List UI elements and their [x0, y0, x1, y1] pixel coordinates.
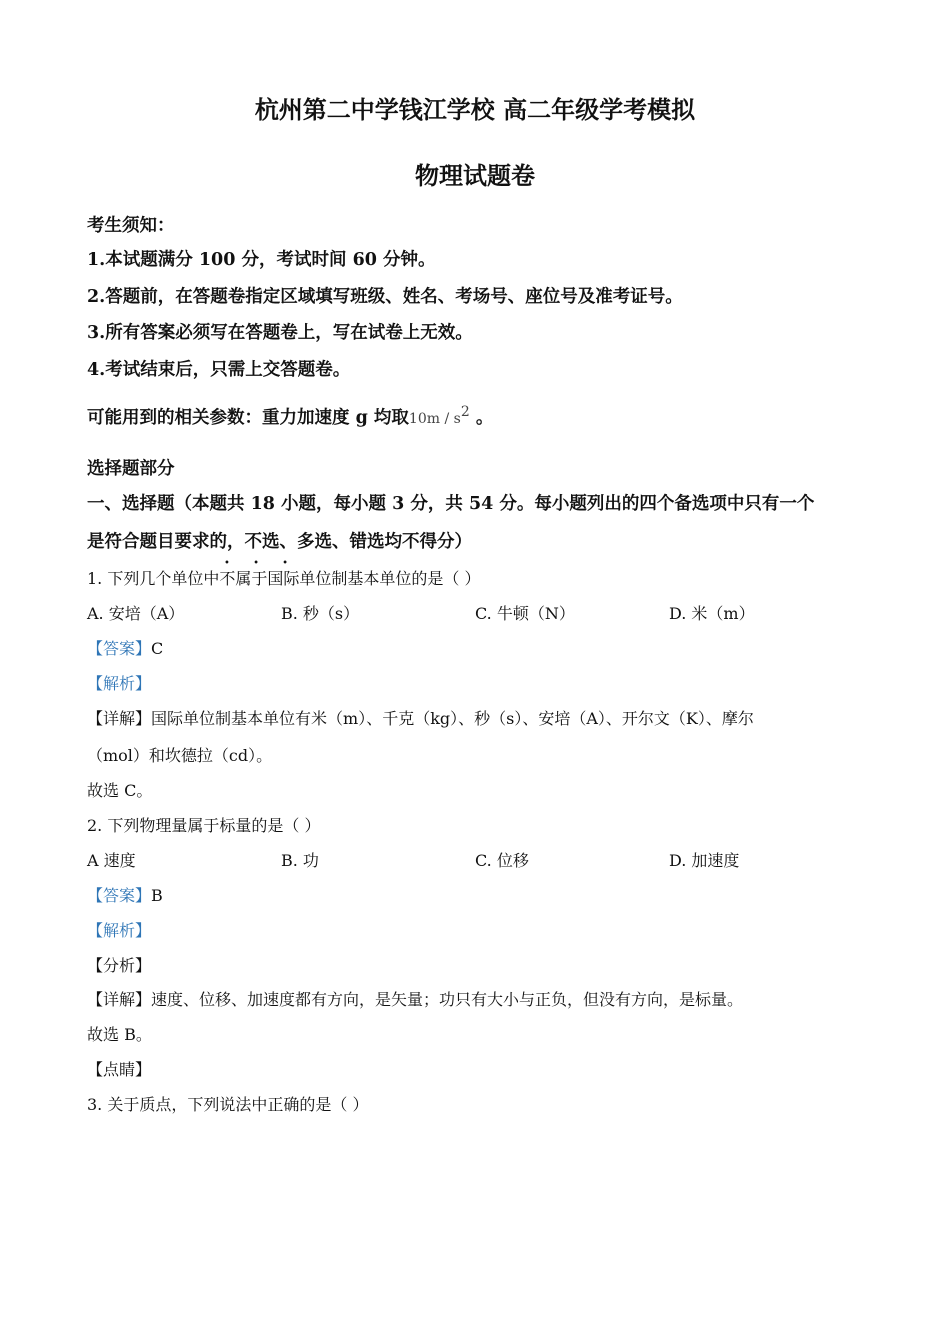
q1-analysis-tag: 【解析】	[87, 674, 152, 693]
q1-answer	[87, 636, 163, 659]
q2-stem: 2. 下列物理量属于标量的是（ ）	[87, 816, 321, 835]
notice-item-4: 4.考试结束后，只需上交答题卷。	[87, 360, 351, 380]
params-unit: 10m / s	[408, 411, 461, 427]
part1-instructions-line1: 一、选择题（本题共 18 小题，每小题 3 分，共 54 分。每小题列出的四个备选项中只有一个	[87, 494, 815, 514]
q1-option-a: A. 安培（A）	[87, 604, 185, 623]
params-unit-exponent: 2	[460, 404, 470, 421]
notice-heading: 考生须知：	[87, 216, 175, 236]
exam-subtitle: 物理试题卷	[415, 161, 535, 190]
exam-title: 杭州第二中学钱江学校 高二年级学考模拟	[254, 95, 696, 124]
q1-detail-tag: 【详解】	[87, 709, 152, 728]
params-suffix: 。	[469, 408, 494, 428]
q1-option-d: D. 米（m）	[669, 604, 755, 623]
q1-stem: 1. 下列几个单位中不属于国际单位制基本单位的是（ ）	[87, 569, 481, 588]
q2-choose: 故选 B。	[87, 1025, 152, 1044]
q2-answer	[87, 883, 163, 906]
q2-answer-value: B	[151, 886, 163, 905]
q2-option-d: D. 加速度	[669, 851, 740, 870]
q1-answer-value: C	[151, 639, 164, 658]
q1-option-b: B. 秒（s）	[281, 604, 360, 623]
q2-option-b: B. 功	[281, 851, 319, 870]
q3-stem: 3. 关于质点，下列说法中正确的是（ ）	[87, 1095, 369, 1114]
q2-detail-tag: 【详解】	[87, 990, 152, 1009]
section-heading: 选择题部分	[87, 459, 175, 479]
q2-answer-tag: 【答案】	[87, 886, 152, 905]
q2-analysis-tag: 【解析】	[87, 921, 152, 940]
params-prefix: 可能用到的相关参数：重力加速度 g 均取	[87, 408, 409, 428]
q1-detail-line2: （mol）和坎德拉（cd）。	[87, 746, 273, 765]
q2-detail	[87, 987, 743, 1010]
q2-option-c: C. 位移	[475, 851, 529, 870]
q1-detail-line1	[87, 706, 754, 729]
q2-fenxi-tag: 【分析】	[87, 956, 152, 975]
q1-option-c: C. 牛顿（N）	[475, 604, 575, 623]
q1-answer-tag: 【答案】	[87, 639, 152, 658]
notice-item-2: 2.答题前，在答题卷指定区域填写班级、姓名、考场号、座位号及准考证号。	[87, 287, 683, 307]
notice-item-3: 3.所有答案必须写在答题卷上，写在试卷上无效。	[87, 323, 473, 343]
notice-item-1: 1.本试题满分 100 分，考试时间 60 分钟。	[87, 250, 436, 270]
emphasis-dots: • • •	[224, 558, 299, 569]
q2-detail-text: 速度、位移、加速度都有方向，是矢量；功只有大小与正负，但没有方向，是标量。	[151, 990, 744, 1009]
q1-detail-text: 国际单位制基本单位有米（m）、千克（kg）、秒（s）、安培（A）、开尔文（K）、摩尔	[151, 709, 754, 728]
part1-instructions-line2: 是符合题目要求的，不选、多选、错选均不得分）	[87, 532, 472, 552]
params-line	[87, 404, 493, 429]
q2-dianjing-tag: 【点睛】	[87, 1060, 152, 1079]
q1-choose: 故选 C。	[87, 781, 153, 800]
q2-option-a: A 速度	[87, 851, 136, 870]
